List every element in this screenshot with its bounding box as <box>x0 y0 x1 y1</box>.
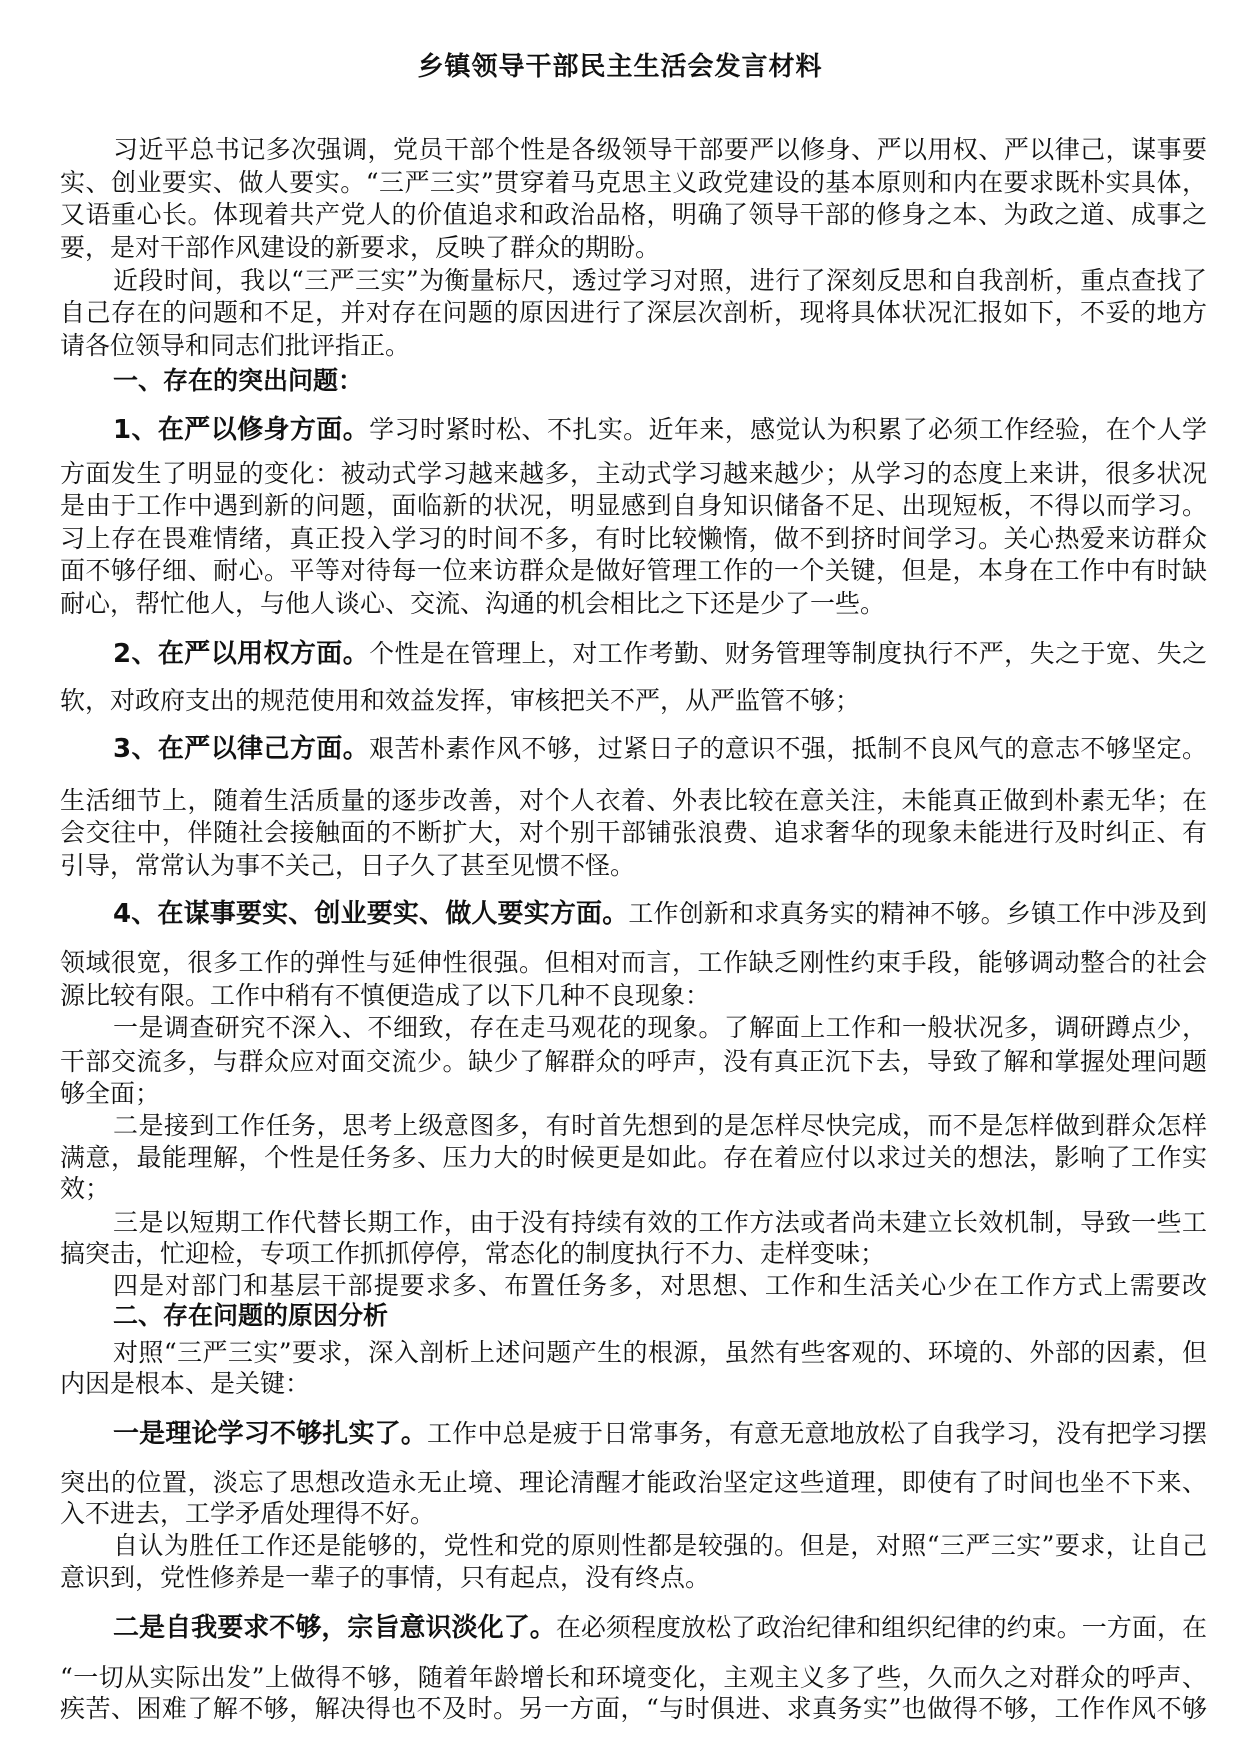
document-title: 乡镇领导干部民主生活会发言材料 <box>417 52 823 82</box>
bold-lead: 3、在严以律己方面。 <box>113 734 370 764</box>
text-run: 在必须程度放松了政治纪律和组织纪律的约束。一方面，在 <box>555 1613 1207 1642</box>
text-line: 要，是对干部作风建设的新要求，反映了群众的期盼。 <box>60 233 661 262</box>
text-line: 引导，常常认为事不关己，日子久了甚至见惯不怪。 <box>60 851 636 880</box>
text-line: 请各位领导和同志们批评指正。 <box>60 331 411 360</box>
text-line <box>113 1417 1207 1450</box>
text-line: 搞突击，忙迎检，专项工作抓抓停停，常态化的制度执行不力、走样变味； <box>60 1239 886 1268</box>
text-line: 会交往中，伴随社会接触面的不断扩大，对个别干部铺张浪费、追求奢华的现象未能进行及时纠正、有 <box>60 818 1207 847</box>
text-line: 面不够仔细、耐心。平等对待每一位来访群众是做好管理工作的一个关键，但是，本身在工作中有时缺 <box>60 556 1207 585</box>
text-run: 学习时紧时松、不扎实。近年来，感觉认为积累了必须工作经验，在个人学 <box>369 415 1207 444</box>
text-line: 生活细节上，随着生活质量的逐步改善，对个人衣着、外表比较在意关注，未能真正做到朴素无华；在 <box>60 786 1207 815</box>
text-line: 意识到，党性修养是一辈子的事情，只有起点，没有终点。 <box>60 1563 711 1592</box>
text-line: 耐心，帮忙他人，与他人谈心、交流、沟通的机会相比之下还是少了一些。 <box>60 589 886 618</box>
text-line: 领域很宽，很多工作的弹性与延伸性很强。但相对而言，工作缺乏刚性约束手段，能够调动整合的社会 <box>60 948 1207 977</box>
text-run: 艰苦朴素作风不够，过紧日子的意识不强，抵制不良风气的意志不够坚定。 <box>369 734 1207 763</box>
text-line: 软，对政府支出的规范使用和效益发挥，审核把关不严，从严监管不够； <box>60 686 861 715</box>
text-line: 够全面； <box>60 1079 161 1108</box>
text-line: 四是对部门和基层干部提要求多、布置任务多，对思想、工作和生活关心少在工作方式上需要改 <box>113 1271 1207 1300</box>
text-run: 个性是在管理上，对工作考勤、财务管理等制度执行不严，失之于宽、失之 <box>369 639 1207 668</box>
bold-lead: 一是理论学习不够扎实了。 <box>113 1419 427 1449</box>
text-line: 干部交流多，与群众应对面交流少。缺少了解群众的呼声，没有真正沉下去，导致了解和掌握处理问题 <box>60 1047 1207 1076</box>
text-line <box>113 897 1207 930</box>
text-line: 三是以短期工作代替长期工作，由于没有持续有效的工作方法或者尚未建立长效机制，导致一些工 <box>113 1208 1207 1237</box>
text-line: 满意，最能理解，个性是任务多、压力大的时候更是如此。存在着应付以求过关的想法，影响了工作实 <box>60 1143 1207 1172</box>
text-line: 疾苦、困难了解不够，解决得也不及时。另一方面，“与时俱进、求真务实”也做得不够，工作作风不够 <box>60 1694 1207 1723</box>
bold-lead: 4、在谋事要实、创业要实、做人要实方面。 <box>113 899 629 929</box>
text-line: 一是调查研究不深入、不细致，存在走马观花的现象。了解面上工作和一般状况多，调研蹲点少， <box>113 1013 1207 1042</box>
bold-lead: 2、在严以用权方面。 <box>113 639 370 669</box>
text-line: 习近平总书记多次强调，党员干部个性是各级领导干部要严以修身、严以用权、严以律己，谋事要 <box>113 135 1207 164</box>
text-line: 又语重心长。体现着共产党人的价值追求和政治品格，明确了领导干部的修身之本、为政之道、成事之 <box>60 200 1207 229</box>
text-line: 近段时间，我以“三严三实”为衡量标尺，透过学习对照，进行了深刻反思和自我剖析，重点查找了 <box>113 266 1207 295</box>
text-run: 工作创新和求真务实的精神不够。乡镇工作中涉及到 <box>628 899 1207 928</box>
text-line: 源比较有限。工作中稍有不慎便造成了以下几种不良现象： <box>60 981 711 1010</box>
text-run: 工作中总是疲于日常事务，有意无意地放松了自我学习，没有把学习摆 <box>427 1419 1207 1448</box>
text-line: 入不进去，工学矛盾处理得不好。 <box>60 1499 436 1528</box>
text-line: 突出的位置，淡忘了思想改造永无止境、理论清醒才能政治坚定这些道理，即使有了时间也坐不下来、 <box>60 1468 1207 1497</box>
text-line: “一切从实际出发”上做得不够，随着年龄增长和环境变化，主观主义多了些，久而久之对群众的呼声、 <box>60 1663 1207 1692</box>
text-line <box>113 1611 1207 1644</box>
text-line: 习上存在畏难情绪，真正投入学习的时间不多，有时比较懒惰，做不到挤时间学习。关心热爱来访群众 <box>60 524 1207 553</box>
text-line: 是由于工作中遇到新的问题，面临新的状况，明显感到自身知识储备不足、出现短板，不得以而学习。 <box>60 491 1207 520</box>
text-line: 效； <box>60 1174 111 1203</box>
text-line: 自己存在的问题和不足，并对存在问题的原因进行了深层次剖析，现将具体状况汇报如下，不妥的地方 <box>60 298 1207 327</box>
section-heading: 二、存在问题的原因分析 <box>113 1301 389 1330</box>
section-heading: 一、存在的突出问题： <box>113 366 364 395</box>
text-line: 实、创业要实、做人要实。“三严三实”贯穿着马克思主义政党建设的基本原则和内在要求既朴实具体， <box>60 168 1207 197</box>
text-line: 二是接到工作任务，思考上级意图多，有时首先想到的是怎样尽快完成，而不是怎样做到群众怎样 <box>113 1111 1207 1140</box>
bold-lead: 1、在严以修身方面。 <box>113 415 370 445</box>
bold-lead: 二是自我要求不够，宗旨意识淡化了。 <box>113 1613 556 1643</box>
text-line <box>113 637 1207 670</box>
text-line: 方面发生了明显的变化：被动式学习越来越多，主动式学习越来越少；从学习的态度上来讲，很多状况 <box>60 459 1207 488</box>
text-line <box>113 732 1207 765</box>
text-line: 对照“三严三实”要求，深入剖析上述问题产生的根源，虽然有些客观的、环境的、外部的因素，但 <box>113 1338 1207 1367</box>
text-line: 自认为胜任工作还是能够的，党性和党的原则性都是较强的。但是，对照“三严三实”要求，让自己 <box>113 1531 1207 1560</box>
text-line: 内因是根本、是关键： <box>60 1369 311 1398</box>
text-line <box>113 413 1207 446</box>
